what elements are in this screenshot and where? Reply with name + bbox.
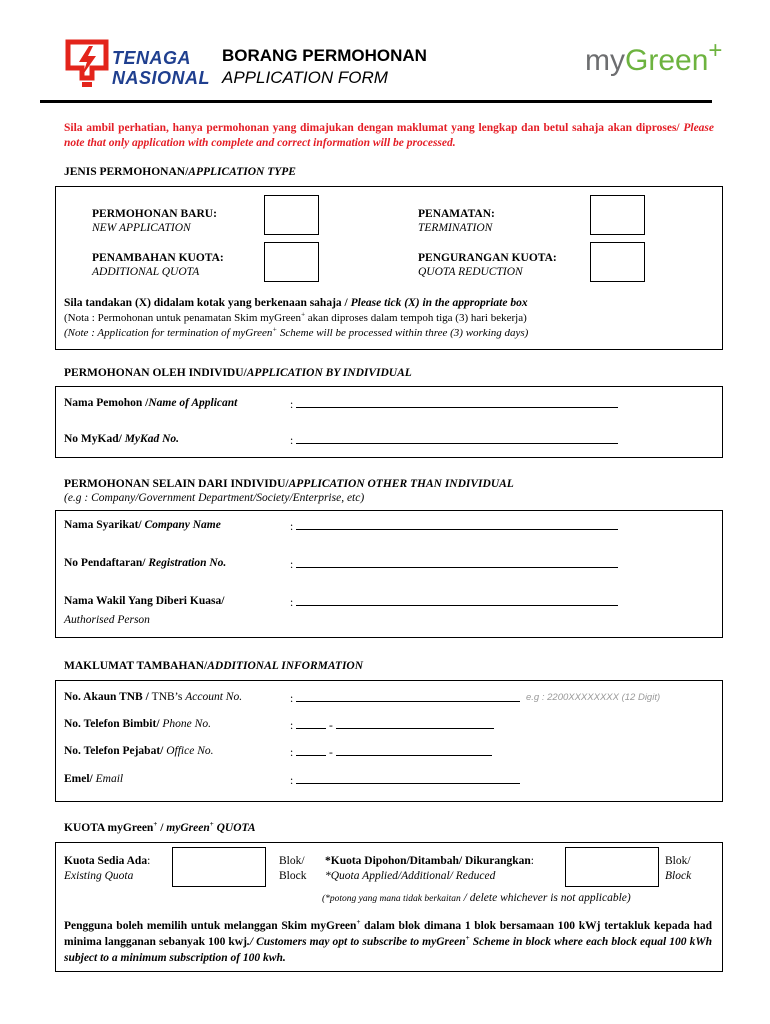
add-quota-checkbox[interactable]	[264, 242, 319, 282]
termination-note-en: (Note : Application for termination of myGreen+ Scheme will be processed within three (3) working days)	[64, 325, 529, 339]
other-examples: (e.g : Company/Government Department/Society/Enterprise, etc)	[64, 492, 365, 504]
mygreen-logo	[585, 37, 723, 78]
existing-blok-label: Blok/	[279, 855, 305, 867]
applied-block-label: Block	[665, 870, 692, 882]
logo-text-2: NASIONAL	[112, 68, 210, 88]
form-title-en: APPLICATION FORM	[222, 68, 388, 87]
logo-text-1: TENAGA	[112, 48, 191, 68]
reduce-quota-checkbox[interactable]	[590, 242, 645, 282]
new-app-label: PERMOHONAN BARU:	[92, 208, 217, 220]
authorised-person-label-en: Authorised Person	[64, 614, 150, 626]
authorised-person-field[interactable]: :	[290, 595, 618, 609]
registration-field[interactable]: :	[290, 557, 618, 571]
mygreen-logo-plus: +	[708, 37, 723, 64]
applied-blok-label: Blok/	[665, 855, 691, 867]
reduce-quota-label: PENGURANGAN KUOTA:	[418, 252, 557, 264]
tnb-account-field[interactable]: :	[290, 691, 520, 705]
section-other-heading: PERMOHONAN SELAIN DARI INDIVIDU/APPLICATION OTHER THAN INDIVIDUAL	[64, 478, 514, 490]
tnb-emblem-icon	[62, 38, 112, 92]
applied-quota-label: *Kuota Dipohon/Ditambah/ Dikurangkan:	[325, 855, 534, 867]
mykad-label: No MyKad/ MyKad No.	[64, 433, 180, 445]
section-individual-heading: PERMOHONAN OLEH INDIVIDU/APPLICATION BY INDIVIDUAL	[64, 367, 412, 379]
applied-quota-label-en: *Quota Applied/Additional/ Reduced	[325, 870, 496, 882]
applicant-name-field[interactable]: :	[290, 397, 618, 411]
company-name-label: Nama Syarikat/ Company Name	[64, 519, 221, 531]
mygreen-logo-green: Green	[625, 44, 709, 77]
office-label: No. Telefon Pejabat/ Office No.	[64, 745, 214, 757]
quota-footnote: (*potong yang mana tidak berkaitan / delete whichever is not applicable)	[322, 892, 631, 904]
add-quota-label-en: ADDITIONAL QUOTA	[92, 266, 200, 278]
mykad-field[interactable]: :	[290, 433, 618, 447]
email-field[interactable]: :	[290, 773, 520, 787]
tnb-logo	[62, 38, 210, 94]
mygreen-logo-my: my	[585, 44, 625, 77]
termination-label-en: TERMINATION	[418, 222, 493, 234]
section-quota-heading: KUOTA myGreen+ / myGreen+ QUOTA	[64, 820, 256, 834]
section-additional-heading: MAKLUMAT TAMBAHAN/ADDITIONAL INFORMATION	[64, 660, 364, 672]
form-title-ms: BORANG PERMOHONAN	[222, 46, 427, 65]
termination-checkbox[interactable]	[590, 195, 645, 235]
existing-quota-label-en: Existing Quota	[64, 870, 134, 882]
add-quota-label: PENAMBAHAN KUOTA:	[92, 252, 224, 264]
notice-ms: Sila ambil perhatian, hanya permohonan yang dimajukan dengan maklumat yang lengkap dan betul sahaja akan diproses/	[64, 122, 680, 134]
section-app-type-heading: JENIS PERMOHONAN/APPLICATION TYPE	[64, 166, 296, 178]
reduce-quota-label-en: QUOTA REDUCTION	[418, 266, 523, 278]
tick-instruction: Sila tandakan (X) didalam kotak yang berkenaan sahaja / Please tick (X) in the appropriate box	[64, 297, 528, 309]
email-label: Emel/ Email	[64, 773, 124, 785]
mobile-field[interactable]: : -	[290, 718, 494, 732]
termination-note-ms: (Nota : Permohonan untuk penamatan Skim myGreen+ akan diproses dalam tempoh tiga (3) hari bekerja)	[64, 310, 527, 324]
new-app-checkbox[interactable]	[264, 195, 319, 235]
quota-paragraph: Pengguna boleh memilih untuk melanggan Skim myGreen+ dalam blok dimana 1 blok bersamaan 100 kWj tertakluk kepada had minima langganan sebanyak 100 kwj./ Customers may opt to subscribe to myGreen+ Scheme in block where each block equal 100 kWh subject to a minimum subscription of 100 kwh.	[64, 918, 713, 964]
applicant-name-label: Nama Pemohon /Name of Applicant	[64, 397, 238, 409]
office-field[interactable]: : -	[290, 745, 492, 759]
existing-quota-label: Kuota Sedia Ada:	[64, 855, 151, 867]
registration-label: No Pendaftaran/ Registration No.	[64, 557, 227, 569]
tnb-account-hint: e.g : 2200XXXXXXXX (12 Digit)	[526, 692, 661, 703]
existing-quota-input[interactable]	[172, 847, 266, 887]
existing-block-label: Block	[279, 870, 307, 882]
notice-en: Please note that only application with complete and correct information will be processed.	[64, 122, 714, 149]
mobile-label: No. Telefon Bimbit/ Phone No.	[64, 718, 211, 730]
termination-label: PENAMATAN:	[418, 208, 495, 220]
tnb-account-label: No. Akaun TNB / TNB’s Account No.	[64, 691, 243, 703]
authorised-person-label: Nama Wakil Yang Diberi Kuasa/	[64, 595, 225, 607]
company-name-field[interactable]: :	[290, 519, 618, 533]
notice	[64, 121, 714, 151]
header-rule	[40, 100, 712, 103]
applied-quota-input[interactable]	[565, 847, 659, 887]
new-app-label-en: NEW APPLICATION	[92, 222, 191, 234]
